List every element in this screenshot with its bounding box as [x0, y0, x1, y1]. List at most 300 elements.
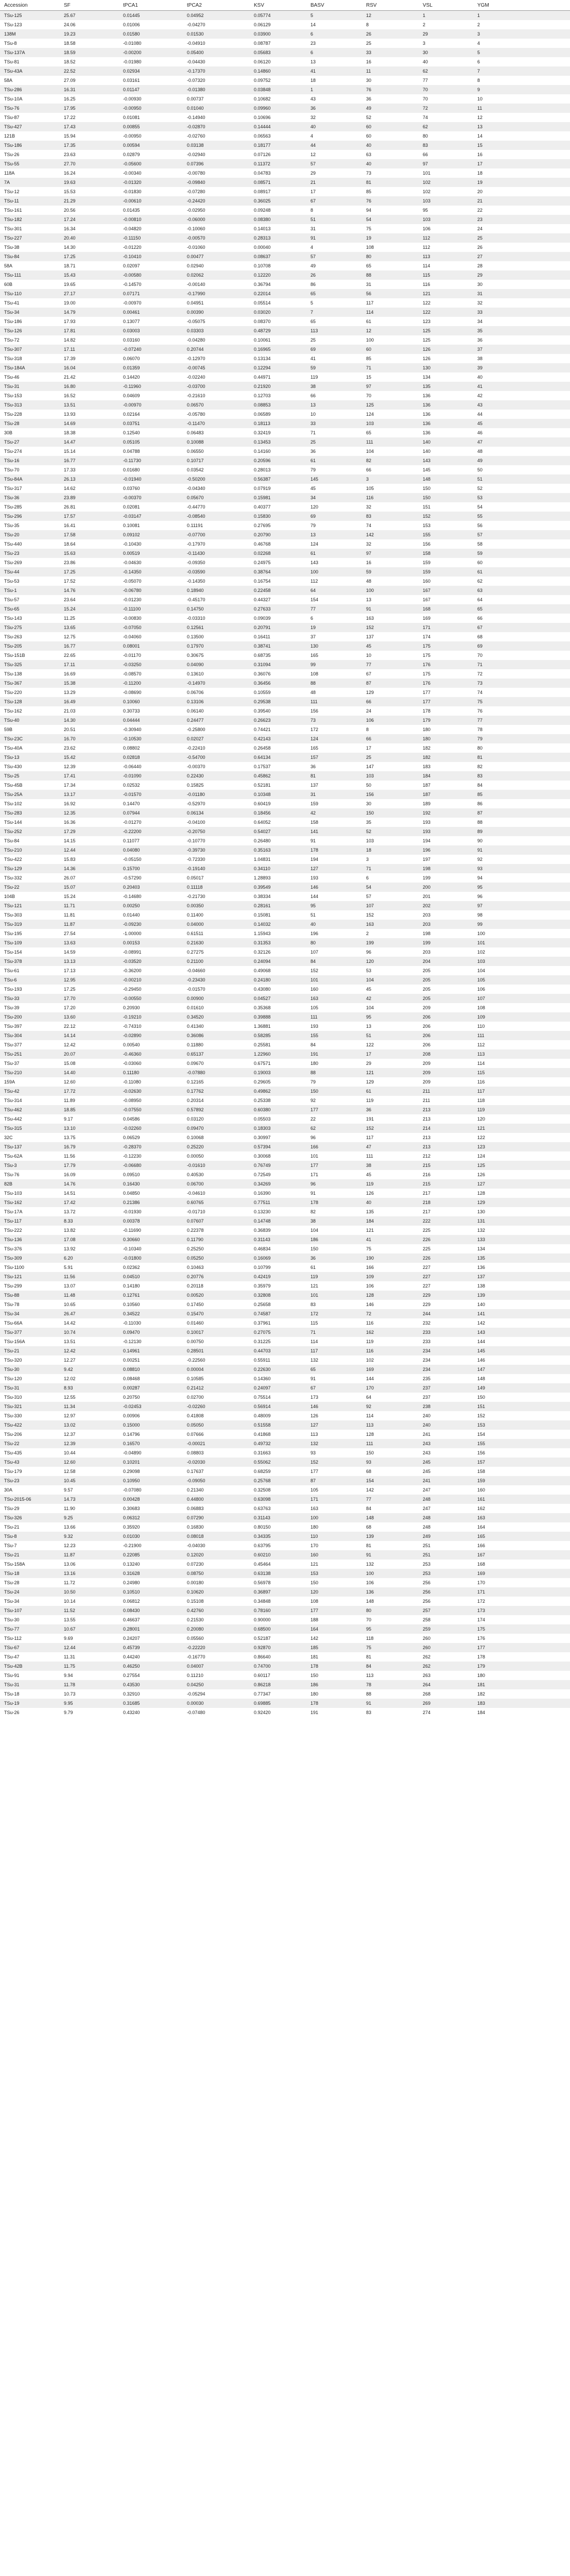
table-cell: 0.21530	[183, 1615, 250, 1624]
table-cell: -0.01080	[119, 39, 183, 48]
table-cell: 114	[473, 1059, 570, 1068]
table-cell: 0.78160	[250, 1606, 306, 1615]
table-cell: 0.34110	[250, 864, 306, 873]
table-cell: 91	[362, 604, 419, 614]
table-cell: 19	[473, 178, 570, 187]
table-cell: 106	[473, 985, 570, 994]
table-cell: 26	[306, 270, 362, 280]
table-cell: 51	[473, 474, 570, 484]
table-cell: 0.00180	[183, 1578, 250, 1587]
table-cell: 27.09	[60, 76, 119, 85]
table-cell: 150	[306, 1244, 362, 1253]
table-cell: -0.01380	[183, 85, 250, 94]
table-cell: 0.14160	[250, 447, 306, 456]
table-row	[0, 1142, 570, 1151]
table-cell: 0.09960	[250, 104, 306, 113]
table-row	[0, 252, 570, 261]
table-row	[0, 447, 570, 456]
table-cell: 0.20118	[183, 1281, 250, 1291]
table-cell: 165	[473, 1532, 570, 1541]
table-cell: 19.63	[60, 178, 119, 187]
table-cell: 61	[473, 567, 570, 577]
table-cell: 172	[473, 1597, 570, 1606]
table-cell: 59	[362, 567, 419, 577]
table-cell: -0.08570	[119, 669, 183, 679]
table-cell: 125	[419, 326, 473, 335]
table-cell: 49	[362, 104, 419, 113]
table-cell: 157	[473, 1458, 570, 1467]
table-cell: 126	[306, 1411, 362, 1420]
table-cell: 176	[419, 660, 473, 669]
table-cell: 0.21100	[183, 957, 250, 966]
table-cell: 21	[473, 196, 570, 206]
table-cell: 88	[306, 679, 362, 688]
table-cell: 197	[419, 855, 473, 864]
table-cell: 16	[362, 558, 419, 567]
table-row	[0, 1643, 570, 1652]
table-cell: TSu-377	[0, 1040, 60, 1049]
table-cell: 31	[306, 224, 362, 233]
table-cell: 215	[419, 1161, 473, 1170]
table-cell: 0.06140	[183, 706, 250, 716]
table-cell: 21.29	[60, 196, 119, 206]
table-cell: 0.08917	[250, 187, 306, 196]
table-cell: 0.15108	[183, 1597, 250, 1606]
table-cell: 41	[306, 66, 362, 76]
table-cell: 4	[306, 243, 362, 252]
table-cell: TSu-307	[0, 345, 60, 354]
table-cell: 0.52181	[250, 781, 306, 790]
table-cell: 13.63	[60, 938, 119, 947]
table-cell: 116	[419, 280, 473, 289]
table-cell: 36	[306, 104, 362, 113]
table-cell: -0.11730	[119, 456, 183, 465]
table-cell: 3	[362, 474, 419, 484]
table-row	[0, 178, 570, 187]
table-cell: TSu-186	[0, 141, 60, 150]
table-cell: TSu-23	[0, 1476, 60, 1485]
table-cell: 9.42	[60, 1365, 119, 1374]
table-cell: -0.06440	[119, 762, 183, 771]
table-cell: 14.62	[60, 484, 119, 493]
table-cell: 13	[362, 1022, 419, 1031]
table-cell: 85	[362, 354, 419, 363]
table-cell: 25	[362, 753, 419, 762]
table-cell: TSu-36	[0, 493, 60, 502]
table-cell: TSu-17A	[0, 1207, 60, 1216]
table-cell: 0.15081	[250, 910, 306, 920]
table-cell: 29	[306, 168, 362, 178]
table-cell: TSu-128	[0, 697, 60, 706]
table-cell: 0.05105	[119, 437, 183, 447]
table-cell: 194	[419, 836, 473, 845]
table-cell: 119	[306, 372, 362, 382]
table-row	[0, 215, 570, 224]
table-cell: 9.32	[60, 1532, 119, 1541]
column-header: RSV	[362, 0, 419, 11]
table-cell: 177	[306, 1606, 362, 1615]
table-cell: 0.01435	[119, 206, 183, 215]
table-row	[0, 836, 570, 845]
table-cell: TSu-310	[0, 1393, 60, 1402]
table-cell: TSu-42	[0, 1087, 60, 1096]
table-cell: -0.00745	[183, 363, 250, 372]
table-row	[0, 855, 570, 864]
table-cell: -0.00550	[119, 994, 183, 1003]
table-cell: -0.05075	[183, 317, 250, 326]
table-cell: 80	[362, 1606, 419, 1615]
table-row	[0, 641, 570, 651]
table-cell: 92	[306, 1096, 362, 1105]
table-cell: 12.97	[60, 1411, 119, 1420]
table-row	[0, 1495, 570, 1504]
table-cell: 0.39888	[250, 1012, 306, 1022]
table-cell: 40	[419, 57, 473, 66]
table-cell: 0.42143	[250, 734, 306, 743]
table-cell: 263	[419, 1671, 473, 1680]
table-cell: 6	[362, 873, 419, 883]
table-cell: 13	[306, 57, 362, 66]
table-cell: 15.24	[60, 892, 119, 901]
table-cell: 0.02934	[119, 66, 183, 76]
table-cell: -0.01800	[119, 1253, 183, 1263]
table-row	[0, 1522, 570, 1532]
table-header	[0, 0, 570, 11]
table-cell: -0.14350	[119, 567, 183, 577]
table-row	[0, 48, 570, 57]
table-cell: 191	[362, 1114, 419, 1124]
table-cell: 0.03900	[250, 29, 306, 39]
table-cell: 0.42419	[250, 1272, 306, 1281]
table-cell: 17.13	[60, 966, 119, 975]
table-cell: 188	[306, 1615, 362, 1624]
table-cell: 148	[362, 1597, 419, 1606]
table-row	[0, 1337, 570, 1346]
table-row	[0, 104, 570, 113]
table-cell: 6	[306, 614, 362, 623]
table-cell: 199	[419, 938, 473, 947]
table-cell: 11.34	[60, 1402, 119, 1411]
table-cell: -0.06680	[119, 1161, 183, 1170]
table-cell: 0.45862	[250, 771, 306, 781]
table-cell: 111	[362, 437, 419, 447]
table-cell: 11.48	[60, 1291, 119, 1300]
table-cell: TSu-27	[0, 437, 60, 447]
table-row	[0, 1597, 570, 1606]
table-cell: 234	[419, 1365, 473, 1374]
table-cell: 102	[362, 1355, 419, 1365]
table-cell: TSu-193	[0, 985, 60, 994]
table-cell: 0.09670	[183, 1059, 250, 1068]
table-cell: 0.24975	[250, 558, 306, 567]
table-cell: -0.11960	[119, 382, 183, 391]
table-cell: 0.13453	[250, 437, 306, 447]
table-cell: TSu-126	[0, 326, 60, 335]
table-row	[0, 1411, 570, 1420]
table-cell: 180	[306, 1522, 362, 1532]
table-cell: 60	[473, 558, 570, 567]
table-row	[0, 753, 570, 762]
table-cell: 87	[306, 1476, 362, 1485]
table-row	[0, 456, 570, 465]
table-cell: 0.02532	[119, 781, 183, 790]
table-cell: 79	[473, 734, 570, 743]
table-cell: 0.72549	[250, 1170, 306, 1179]
table-cell: 0.11400	[183, 910, 250, 920]
table-cell: -0.17970	[183, 539, 250, 549]
table-cell: 17.34	[60, 781, 119, 790]
table-cell: 0.34520	[183, 1012, 250, 1022]
table-row	[0, 947, 570, 957]
table-cell: 0.60210	[250, 1550, 306, 1560]
table-cell: 12	[362, 326, 419, 335]
table-cell: 0.30660	[119, 1235, 183, 1244]
table-cell: -0.07080	[119, 1485, 183, 1495]
table-cell: 13	[306, 400, 362, 410]
table-cell: -0.04820	[119, 224, 183, 233]
table-cell: 10	[362, 651, 419, 660]
table-cell: 106	[362, 716, 419, 725]
table-cell: TSu-200	[0, 1012, 60, 1022]
table-cell: TSu-88	[0, 1291, 60, 1300]
table-cell: 0.04952	[183, 11, 250, 21]
table-row	[0, 400, 570, 410]
table-row	[0, 716, 570, 725]
table-cell: 9.95	[60, 1699, 119, 1708]
table-cell: 0.04444	[119, 716, 183, 725]
table-cell: 80	[362, 252, 419, 261]
table-cell: -0.09840	[183, 178, 250, 187]
table-cell: 0.57892	[183, 1105, 250, 1114]
table-cell: 160	[306, 985, 362, 994]
table-cell: 13.93	[60, 410, 119, 419]
table-cell: 150	[419, 484, 473, 493]
table-cell: 0.04609	[119, 391, 183, 400]
table-cell: 126	[419, 354, 473, 363]
table-cell: 196	[419, 845, 473, 855]
table-cell: 0.36897	[250, 1587, 306, 1597]
table-cell: 125	[362, 400, 419, 410]
table-cell: -0.04890	[119, 1448, 183, 1458]
table-cell: 0.26458	[250, 743, 306, 753]
table-cell: -0.00570	[183, 233, 250, 243]
table-cell: 127	[473, 1179, 570, 1189]
table-cell: 130	[306, 641, 362, 651]
table-cell: 52	[362, 827, 419, 836]
table-cell: 0.04788	[119, 447, 183, 456]
table-cell: 111	[306, 1012, 362, 1022]
table-cell: 83	[306, 1300, 362, 1309]
table-cell: 17.52	[60, 577, 119, 586]
table-cell: TSu-23	[0, 549, 60, 558]
table-row	[0, 1235, 570, 1244]
table-row	[0, 1560, 570, 1569]
table-cell: 0.06563	[250, 131, 306, 141]
table-cell: 16.24	[60, 168, 119, 178]
table-row	[0, 1448, 570, 1458]
table-cell: 218	[419, 1198, 473, 1207]
table-cell: 129	[362, 1077, 419, 1087]
table-cell: 198	[419, 864, 473, 873]
table-cell: 107	[473, 994, 570, 1003]
table-cell: 15.14	[60, 447, 119, 456]
table-cell: 0.25250	[183, 1244, 250, 1253]
table-cell: 0.03760	[119, 484, 183, 493]
table-cell: 14.40	[60, 1068, 119, 1077]
table-row	[0, 1587, 570, 1597]
table-cell: 229	[419, 1300, 473, 1309]
table-cell: 158	[306, 818, 362, 827]
table-cell: 121	[306, 1560, 362, 1569]
table-cell: 14.76	[60, 586, 119, 595]
table-row	[0, 521, 570, 530]
table-cell: 229	[419, 1291, 473, 1300]
table-cell: 31	[362, 280, 419, 289]
table-cell: TSu-123	[0, 20, 60, 29]
table-cell: 0.09039	[250, 614, 306, 623]
table-cell: 17.43	[60, 122, 119, 131]
table-cell: 259	[419, 1624, 473, 1634]
table-cell: 12.60	[60, 1077, 119, 1087]
table-row	[0, 1031, 570, 1040]
table-cell: 70	[419, 94, 473, 104]
table-cell: 12.39	[60, 762, 119, 771]
table-cell: 0.00153	[119, 938, 183, 947]
table-cell: -0.04100	[183, 818, 250, 827]
table-cell: -0.07320	[183, 76, 250, 85]
table-row	[0, 586, 570, 595]
table-cell: -0.22410	[183, 743, 250, 753]
table-cell: 176	[419, 679, 473, 688]
table-row	[0, 206, 570, 215]
table-row	[0, 270, 570, 280]
table-cell: TSu-184A	[0, 363, 60, 372]
table-cell: -0.19210	[119, 1012, 183, 1022]
table-cell: 0.11790	[183, 1235, 250, 1244]
table-cell: 0.43080	[250, 985, 306, 994]
table-cell: 0.01081	[119, 113, 183, 122]
table-cell: -0.74310	[119, 1022, 183, 1031]
table-cell: 225	[419, 1244, 473, 1253]
table-cell: 0.77347	[250, 1689, 306, 1699]
table-cell: 17.57	[60, 512, 119, 521]
table-cell: -0.01270	[119, 818, 183, 827]
table-cell: 4	[306, 131, 362, 141]
table-row	[0, 1253, 570, 1263]
table-cell: TSu-72	[0, 335, 60, 345]
table-cell: 99	[306, 660, 362, 669]
table-row	[0, 502, 570, 512]
table-cell: 136	[362, 1587, 419, 1597]
table-cell: 67	[473, 623, 570, 632]
table-row	[0, 1699, 570, 1708]
table-cell: 0.12220	[250, 270, 306, 280]
table-cell: 70	[362, 391, 419, 400]
table-row	[0, 150, 570, 159]
table-cell: 0.58285	[250, 1031, 306, 1040]
table-cell: 91	[306, 1374, 362, 1383]
table-cell: 16.92	[60, 799, 119, 808]
table-cell: 0.92420	[250, 1708, 306, 1717]
table-cell: 0.04007	[183, 1662, 250, 1671]
table-cell: TSu-111	[0, 270, 60, 280]
table-cell: 166	[306, 1142, 362, 1151]
table-row	[0, 818, 570, 827]
table-row	[0, 1652, 570, 1662]
table-cell: 156	[419, 539, 473, 549]
table-cell: 13.02	[60, 1420, 119, 1430]
table-cell: TSu-31	[0, 1680, 60, 1689]
table-cell: -0.01940	[119, 474, 183, 484]
table-cell: 193	[419, 818, 473, 827]
table-row	[0, 94, 570, 104]
table-cell: 121	[419, 289, 473, 298]
table-cell: 164	[473, 1522, 570, 1532]
table-cell: 50	[362, 781, 419, 790]
table-cell: TSu-44	[0, 567, 60, 577]
table-row	[0, 224, 570, 233]
table-cell: 0.11191	[183, 521, 250, 530]
table-cell: 167	[419, 586, 473, 595]
table-row	[0, 493, 570, 502]
table-cell: -0.57290	[119, 873, 183, 883]
table-cell: 0.24477	[183, 716, 250, 725]
table-cell: 260	[419, 1634, 473, 1643]
table-cell: 68	[362, 1467, 419, 1476]
table-cell: 16.34	[60, 224, 119, 233]
table-cell: 94	[362, 206, 419, 215]
table-cell: 106	[362, 1578, 419, 1587]
table-cell: TSu-462	[0, 1105, 60, 1114]
table-cell: 12.44	[60, 1643, 119, 1652]
table-cell: TSu-91	[0, 1671, 60, 1680]
table-cell: 88	[306, 1068, 362, 1077]
table-cell: 176	[473, 1634, 570, 1643]
table-cell: TSu-62A	[0, 1151, 60, 1161]
table-cell: 134	[473, 1244, 570, 1253]
table-cell: 0.38764	[250, 567, 306, 577]
table-cell: 0.68500	[250, 1624, 306, 1634]
table-cell: 0.67571	[250, 1059, 306, 1068]
table-row	[0, 85, 570, 94]
table-cell: 147	[473, 1365, 570, 1374]
table-cell: 0.74700	[250, 1662, 306, 1671]
table-cell: 32	[362, 539, 419, 549]
table-cell: TSu-376	[0, 1244, 60, 1253]
table-row	[0, 1513, 570, 1522]
table-cell: 12.44	[60, 845, 119, 855]
table-cell: 91	[306, 233, 362, 243]
table-cell: 158	[419, 549, 473, 558]
table-cell: 143	[419, 456, 473, 465]
table-cell: 17.79	[60, 1161, 119, 1170]
table-cell: 136	[419, 410, 473, 419]
table-cell: 0.10348	[250, 790, 306, 799]
table-cell: -0.46360	[119, 1049, 183, 1059]
table-cell: 0.09102	[119, 530, 183, 539]
table-cell: 14.82	[60, 335, 119, 345]
table-cell: 226	[419, 1235, 473, 1244]
table-cell: 193	[306, 873, 362, 883]
table-cell: 70	[362, 1615, 419, 1624]
table-cell: 8	[306, 206, 362, 215]
table-cell: 189	[419, 799, 473, 808]
table-cell: TSu-40A	[0, 743, 60, 753]
table-cell: -0.17370	[183, 66, 250, 76]
table-cell: TSu-21	[0, 1522, 60, 1532]
table-cell: 121B	[0, 131, 60, 141]
table-cell: 241	[419, 1430, 473, 1439]
